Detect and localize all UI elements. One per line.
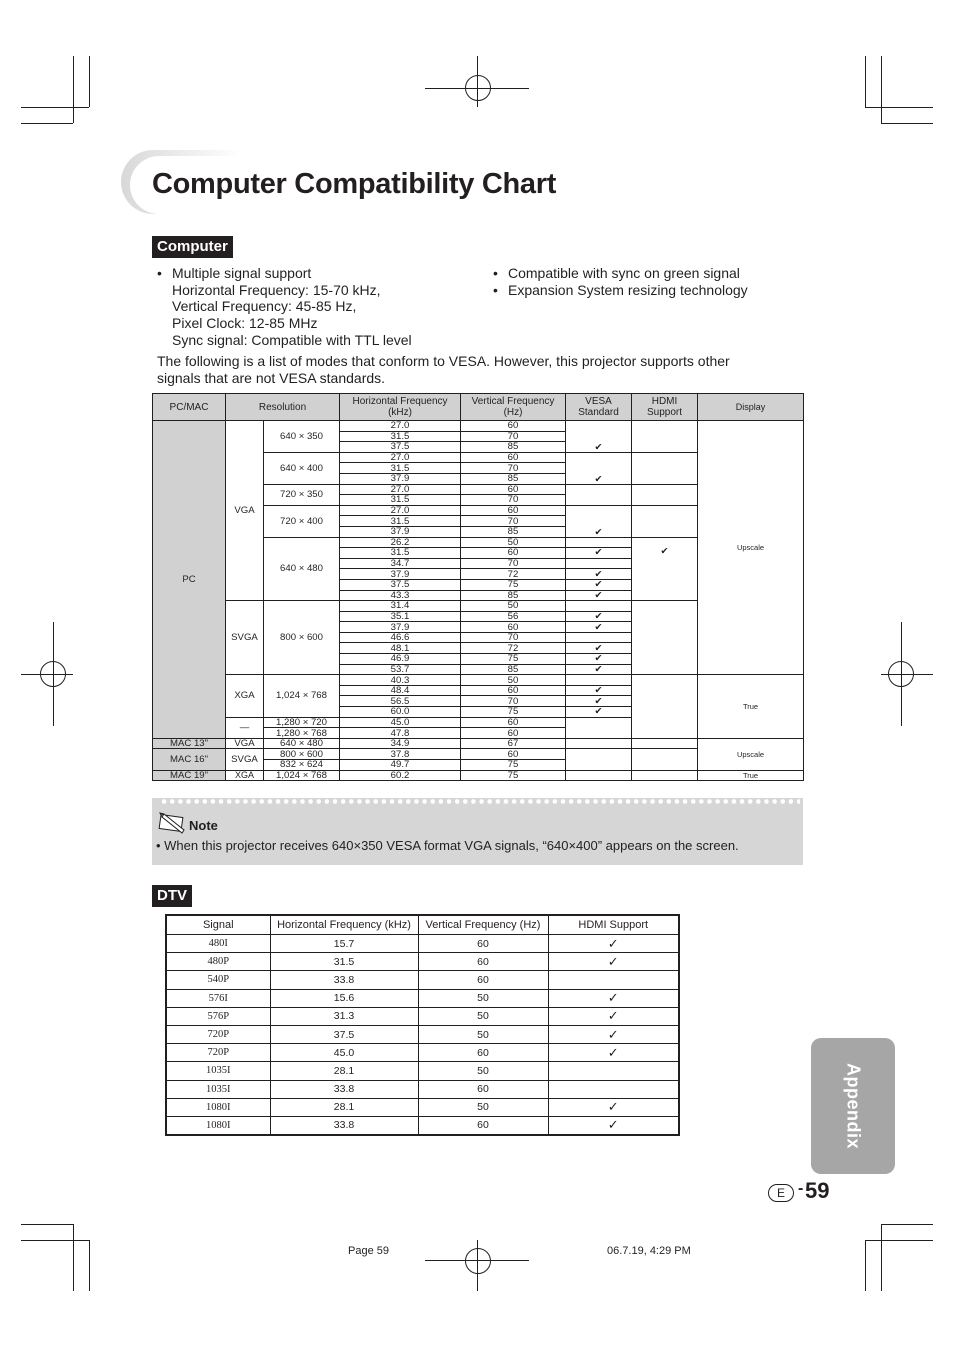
- vfreq-cell: 60: [461, 452, 566, 463]
- page-title: Computer Compatibility Chart: [152, 168, 557, 200]
- dtv-row: [166, 1116, 679, 1135]
- vga-cell: VGA: [226, 738, 264, 749]
- vfreq-cell: 60: [461, 622, 566, 633]
- hdmi-cell: [632, 452, 698, 484]
- vfreq-cell: 70: [461, 558, 566, 569]
- computer-section-label: Computer: [152, 236, 233, 258]
- vfreq-cell: 60: [461, 421, 566, 432]
- appendix-tab-label: Appendix: [843, 1062, 864, 1150]
- dtv-hdmi-cell: ✓: [548, 1116, 679, 1135]
- hfreq-cell: 48.1: [340, 643, 461, 654]
- hfreq-cell: 27.0: [340, 484, 461, 495]
- vfreq-cell: 85: [461, 442, 566, 453]
- dtv-row: [166, 1098, 679, 1116]
- resolution-cell: 640 × 480: [264, 738, 340, 749]
- display-true-cell: True: [698, 770, 804, 781]
- note-label: Note: [189, 818, 218, 833]
- vesa-check: ✔: [594, 526, 603, 538]
- dtv-hfreq-cell: 37.5: [270, 1025, 418, 1043]
- hfreq-cell: 56.5: [340, 696, 461, 707]
- hdmi-cell: [632, 601, 698, 675]
- display-true-cell: True: [698, 675, 804, 739]
- dtv-hdmi-cell: ✓: [548, 953, 679, 971]
- resolution-cell: 720 × 400: [264, 505, 340, 537]
- hfreq-cell: 37.5: [340, 442, 461, 453]
- dtv-row: [166, 1044, 679, 1062]
- dtv-vfreq-cell: 50: [418, 1062, 548, 1080]
- vesa-cell: ✔: [566, 611, 632, 622]
- header-hdmi: [632, 394, 698, 421]
- dtv-table: [165, 914, 680, 1136]
- hfreq-cell: 27.0: [340, 421, 461, 432]
- footer-timestamp: 06.7.19, 4:29 PM: [607, 1245, 691, 1257]
- vfreq-cell: 85: [461, 664, 566, 675]
- hdmi-cell: [632, 537, 698, 601]
- dtv-vfreq-cell: 60: [418, 1116, 548, 1135]
- xga-cell: XGA: [226, 770, 264, 781]
- vesa-cell: [566, 770, 632, 781]
- table-row: [153, 675, 804, 686]
- dtv-signal-cell: 480I: [166, 935, 270, 953]
- vesa-cell: [566, 452, 632, 484]
- resolution-cell: 1,024 × 768: [264, 770, 340, 781]
- dtv-row: [166, 1025, 679, 1043]
- intro-text-line-2: signals that are not VESA standards.: [157, 370, 386, 386]
- hdmi-cell: [632, 505, 698, 537]
- vesa-cell: ✔: [566, 685, 632, 696]
- dtv-signal-cell: 480P: [166, 953, 270, 971]
- resolution-cell: 640 × 400: [264, 452, 340, 484]
- vfreq-cell: 75: [461, 770, 566, 781]
- note-pencil-icon: [158, 812, 188, 839]
- signal-support-line-4: Pixel Clock: 12-85 MHz: [172, 315, 318, 331]
- header-vfreq-line-1: Vertical Frequency: [471, 396, 555, 407]
- vfreq-cell: 72: [461, 643, 566, 654]
- vfreq-cell: 60: [461, 717, 566, 728]
- dtv-hfreq-cell: 45.0: [270, 1044, 418, 1062]
- dtv-header-row: [166, 915, 679, 935]
- table-row: [153, 738, 804, 749]
- vfreq-cell: 75: [461, 579, 566, 590]
- vesa-cell: [566, 749, 632, 770]
- hfreq-cell: 45.0: [340, 717, 461, 728]
- header-hdmi-line-2: Support: [647, 407, 683, 418]
- page-number: 59: [805, 1178, 830, 1203]
- intro-text-line-1: The following is a list of modes that conform to VESA. However, this projector supports other: [157, 353, 730, 369]
- vfreq-cell: 70: [461, 463, 566, 474]
- vfreq-cell: 72: [461, 569, 566, 580]
- resizing-tech-bullet: Expansion System resizing technology: [508, 282, 748, 298]
- hfreq-cell: 49.7: [340, 760, 461, 771]
- vesa-cell: [566, 601, 632, 612]
- dtv-signal-cell: 1080I: [166, 1116, 270, 1135]
- header-hdmi-line-1: HDMI: [651, 396, 678, 407]
- resolution-cell: 832 × 624: [264, 760, 340, 771]
- dtv-hdmi-cell: ✓: [548, 1007, 679, 1025]
- dtv-signal-cell: 720P: [166, 1044, 270, 1062]
- header-pcmac: PC/MAC: [153, 394, 226, 421]
- vesa-cell: [566, 505, 632, 537]
- hfreq-cell: 40.3: [340, 675, 461, 686]
- display-upscale-cell: Upscale: [698, 421, 804, 675]
- note-text: • When this projector receives 640×350 VESA format VGA signals, “640×400” appears on the screen.: [156, 838, 739, 853]
- dtv-header-hfreq: Horizontal Frequency (kHz): [270, 915, 418, 935]
- vfreq-cell: 70: [461, 632, 566, 643]
- hfreq-cell: 37.9: [340, 569, 461, 580]
- dtv-vfreq-cell: 50: [418, 1025, 548, 1043]
- hfreq-cell: 60.0: [340, 707, 461, 718]
- signal-support-line-5: Sync signal: Compatible with TTL level: [172, 332, 412, 348]
- vesa-cell: ✔: [566, 654, 632, 665]
- resolution-cell: 640 × 480: [264, 537, 340, 601]
- hfreq-cell: 37.9: [340, 526, 461, 537]
- vfreq-cell: 60: [461, 548, 566, 559]
- dtv-vfreq-cell: 50: [418, 1007, 548, 1025]
- dtv-signal-cell: 720P: [166, 1025, 270, 1043]
- signal-support-line-2: Horizontal Frequency: 15-70 kHz,: [172, 282, 381, 298]
- hfreq-cell: 48.4: [340, 685, 461, 696]
- sync-on-green-bullet: Compatible with sync on green signal: [508, 265, 740, 281]
- dtv-header-hdmi: HDMI Support: [548, 915, 679, 935]
- vfreq-cell: 67: [461, 738, 566, 749]
- header-vfreq-line-2: (Hz): [503, 407, 523, 418]
- hdmi-cell: [632, 421, 698, 453]
- resolution-cell: 640 × 350: [264, 421, 340, 453]
- footer-page-label: Page 59: [348, 1245, 389, 1257]
- vesa-cell: [566, 484, 632, 505]
- hfreq-cell: 46.6: [340, 632, 461, 643]
- hfreq-cell: 27.0: [340, 505, 461, 516]
- table-header-row: [153, 394, 804, 421]
- note-dotted-border: [160, 798, 800, 805]
- vfreq-cell: 60: [461, 685, 566, 696]
- vfreq-cell: 60: [461, 749, 566, 760]
- hdmi-cell: [632, 484, 698, 505]
- dtv-hfreq-cell: 33.8: [270, 1116, 418, 1135]
- hfreq-cell: 37.9: [340, 473, 461, 484]
- hfreq-cell: 31.5: [340, 463, 461, 474]
- hfreq-cell: 34.9: [340, 738, 461, 749]
- dtv-header-vfreq: Vertical Frequency (Hz): [418, 915, 548, 935]
- dtv-signal-cell: 1080I: [166, 1098, 270, 1116]
- bullet-dot: •: [493, 282, 498, 298]
- dtv-vfreq-cell: 50: [418, 1098, 548, 1116]
- dtv-header-signal: Signal: [166, 915, 270, 935]
- mac16-cell: MAC 16": [153, 749, 226, 770]
- hfreq-cell: 43.3: [340, 590, 461, 601]
- hfreq-cell: 26.2: [340, 537, 461, 548]
- compatibility-table: [152, 393, 804, 781]
- hfreq-cell: 27.0: [340, 452, 461, 463]
- resolution-cell: 1,024 × 768: [264, 675, 340, 717]
- vesa-cell: [566, 738, 632, 749]
- vesa-cell: ✔: [566, 643, 632, 654]
- vfreq-cell: 70: [461, 431, 566, 442]
- vfreq-cell: 75: [461, 654, 566, 665]
- dtv-hfreq-cell: 33.8: [270, 971, 418, 989]
- dtv-hdmi-cell: ✓: [548, 1098, 679, 1116]
- hfreq-cell: 37.5: [340, 579, 461, 590]
- vfreq-cell: 85: [461, 473, 566, 484]
- hfreq-cell: 37.9: [340, 622, 461, 633]
- dtv-row: [166, 935, 679, 953]
- dtv-signal-cell: 576I: [166, 989, 270, 1007]
- dtv-hfreq-cell: 31.3: [270, 1007, 418, 1025]
- header-display: Display: [698, 394, 804, 421]
- dtv-hfreq-cell: 33.8: [270, 1080, 418, 1098]
- vesa-cell: ✔: [566, 707, 632, 718]
- dtv-vfreq-cell: 60: [418, 1080, 548, 1098]
- dash-cell: —: [226, 717, 264, 738]
- dtv-hdmi-cell: ✓: [548, 1025, 679, 1043]
- hfreq-cell: 46.9: [340, 654, 461, 665]
- vfreq-cell: 50: [461, 537, 566, 548]
- dtv-hdmi-cell: ✓: [548, 1044, 679, 1062]
- hdmi-cell: [632, 770, 698, 781]
- dtv-signal-cell: 1035I: [166, 1062, 270, 1080]
- vfreq-cell: 85: [461, 526, 566, 537]
- vesa-cell: [566, 717, 632, 738]
- dtv-row: [166, 953, 679, 971]
- vesa-check: ✔: [594, 441, 603, 453]
- header-vesa: [566, 394, 632, 421]
- header-resolution: Resolution: [226, 394, 340, 421]
- hfreq-cell: 31.5: [340, 495, 461, 506]
- vfreq-cell: 75: [461, 760, 566, 771]
- vfreq-cell: 60: [461, 505, 566, 516]
- dtv-hdmi-cell: ✓: [548, 989, 679, 1007]
- vesa-cell: ✔: [566, 569, 632, 580]
- hfreq-cell: 31.5: [340, 516, 461, 527]
- vesa-cell: ✔: [566, 622, 632, 633]
- bullet-dot: •: [493, 265, 498, 281]
- hfreq-cell: 60.2: [340, 770, 461, 781]
- dtv-vfreq-cell: 60: [418, 1044, 548, 1062]
- dtv-row: [166, 971, 679, 989]
- hfreq-cell: 53.7: [340, 664, 461, 675]
- header-vesa-line-2: Standard: [578, 407, 619, 418]
- dtv-hdmi-cell: [548, 971, 679, 989]
- dtv-hfreq-cell: 15.6: [270, 989, 418, 1007]
- dtv-hdmi-cell: [548, 1080, 679, 1098]
- dtv-signal-cell: 576P: [166, 1007, 270, 1025]
- svga-cell: SVGA: [226, 749, 264, 770]
- vfreq-cell: 70: [461, 516, 566, 527]
- page-language-badge: E: [768, 1184, 794, 1202]
- vfreq-cell: 50: [461, 601, 566, 612]
- vesa-cell: [566, 421, 632, 453]
- vga-cell: VGA: [226, 421, 264, 601]
- vfreq-cell: 56: [461, 611, 566, 622]
- dtv-row: [166, 989, 679, 1007]
- resolution-cell: 800 × 600: [264, 749, 340, 760]
- vfreq-cell: 85: [461, 590, 566, 601]
- dtv-row: [166, 1007, 679, 1025]
- dtv-vfreq-cell: 60: [418, 935, 548, 953]
- hfreq-cell: 47.8: [340, 728, 461, 739]
- dtv-signal-cell: 1035I: [166, 1080, 270, 1098]
- vesa-check: ✔: [594, 473, 603, 485]
- dtv-vfreq-cell: 60: [418, 971, 548, 989]
- mac19-cell: MAC 19": [153, 770, 226, 781]
- vfreq-cell: 50: [461, 675, 566, 686]
- signal-support-line-3: Vertical Frequency: 45-85 Hz,: [172, 298, 357, 314]
- hfreq-cell: 34.7: [340, 558, 461, 569]
- dtv-signal-cell: 540P: [166, 971, 270, 989]
- hdmi-cell: [632, 675, 698, 739]
- note-box: [152, 798, 803, 865]
- vesa-cell: ✔: [566, 590, 632, 601]
- page-number-dash: -: [798, 1180, 804, 1197]
- dtv-hdmi-cell: [548, 1062, 679, 1080]
- pc-cell: PC: [153, 421, 226, 739]
- mac13-cell: MAC 13": [153, 738, 226, 749]
- resolution-cell: 1,280 × 768: [264, 728, 340, 739]
- vesa-cell: [566, 632, 632, 643]
- hdmi-cell: [632, 749, 698, 770]
- vfreq-cell: 60: [461, 728, 566, 739]
- dtv-row: [166, 1062, 679, 1080]
- vesa-cell: ✔: [566, 696, 632, 707]
- header-vfreq: [461, 394, 566, 421]
- header-hfreq-line-1: Horizontal Frequency: [352, 396, 448, 407]
- vfreq-cell: 70: [461, 696, 566, 707]
- header-hfreq-line-2: (kHz): [388, 407, 412, 418]
- hfreq-cell: 31.5: [340, 548, 461, 559]
- vesa-cell: ✔: [566, 579, 632, 590]
- vesa-cell: [566, 537, 632, 548]
- vesa-cell: [566, 558, 632, 569]
- dtv-vfreq-cell: 50: [418, 989, 548, 1007]
- signal-support-line-1: Multiple signal support: [172, 265, 312, 281]
- dtv-hfreq-cell: 28.1: [270, 1062, 418, 1080]
- dtv-hdmi-cell: ✓: [548, 935, 679, 953]
- dtv-hfreq-cell: 28.1: [270, 1098, 418, 1116]
- vfreq-cell: 70: [461, 495, 566, 506]
- resolution-cell: 720 × 350: [264, 484, 340, 505]
- table-row: [153, 421, 804, 432]
- vesa-cell: [566, 675, 632, 686]
- dtv-hfreq-cell: 31.5: [270, 953, 418, 971]
- vfreq-cell: 75: [461, 707, 566, 718]
- bullet-dot: •: [157, 265, 162, 281]
- header-hfreq: [340, 394, 461, 421]
- xga-cell: XGA: [226, 675, 264, 717]
- hfreq-cell: 37.8: [340, 749, 461, 760]
- dtv-section-label: DTV: [152, 885, 192, 907]
- vesa-cell: ✔: [566, 664, 632, 675]
- header-vesa-line-1: VESA: [585, 396, 612, 407]
- dtv-row: [166, 1080, 679, 1098]
- resolution-cell: 800 × 600: [264, 601, 340, 675]
- hfreq-cell: 31.5: [340, 431, 461, 442]
- display-upscale-cell: Upscale: [698, 738, 804, 770]
- vfreq-cell: 60: [461, 484, 566, 495]
- dtv-hfreq-cell: 15.7: [270, 935, 418, 953]
- resolution-cell: 1,280 × 720: [264, 717, 340, 728]
- svga-cell: SVGA: [226, 601, 264, 675]
- hdmi-check: ✔: [660, 545, 669, 557]
- dtv-vfreq-cell: 60: [418, 953, 548, 971]
- hfreq-cell: 35.1: [340, 611, 461, 622]
- hfreq-cell: 31.4: [340, 601, 461, 612]
- hdmi-cell: [632, 738, 698, 749]
- vesa-cell: ✔: [566, 548, 632, 559]
- table-row: [153, 770, 804, 781]
